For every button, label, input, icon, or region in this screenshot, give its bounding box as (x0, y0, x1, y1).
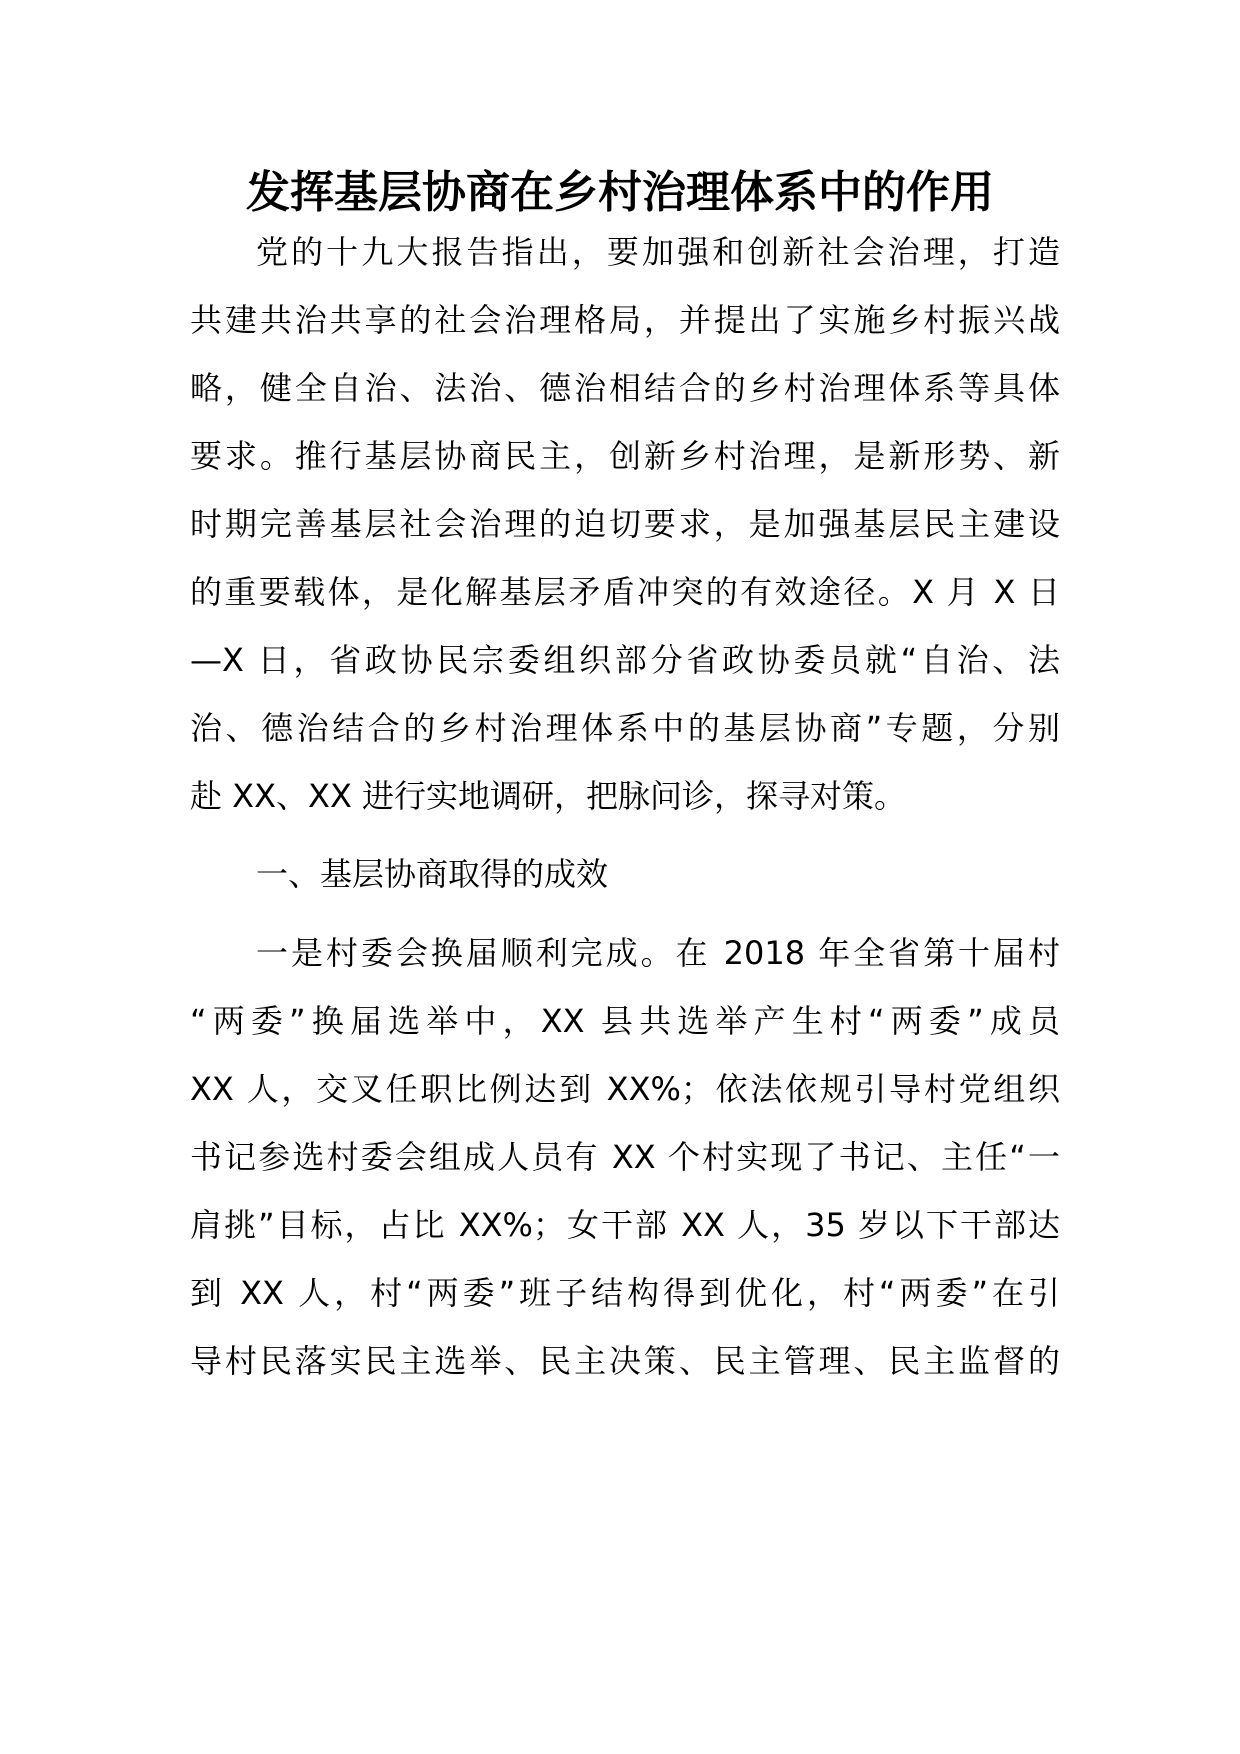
paragraph-line: 略，健全自治、法治、德治相结合的乡村治理体系等具体 (190, 369, 1060, 407)
paragraph-line: 赴 XX、XX 进行实地调研，把脉问诊，探寻对策。 (190, 777, 907, 815)
paragraph-line: 党的十九大报告指出，要加强和创新社会治理，打造 (256, 233, 1060, 271)
paragraph-line: 时期完善基层社会治理的迫切要求，是加强基层民主建设 (190, 505, 1060, 543)
paragraph-line: —X 日，省政协民宗委组织部分省政协委员就“自治、法 (190, 641, 1060, 679)
paragraph-line: 要求。推行基层协商民主，创新乡村治理，是新形势、新 (190, 437, 1060, 475)
paragraph-line: 共建共治共享的社会治理格局，并提出了实施乡村振兴战 (190, 301, 1060, 339)
section-heading: 一、基层协商取得的成效 (256, 855, 609, 893)
paragraph-line: XX 人，交叉任职比例达到 XX%；依法依规引导村党组织 (190, 1070, 1060, 1108)
paragraph-line: “两委”换届选举中，XX 县共选举产生村“两委”成员 (190, 1002, 1060, 1040)
paragraph-line: 书记参选村委会组成人员有 XX 个村实现了书记、主任“一 (190, 1138, 1060, 1176)
paragraph-line: 治、德治结合的乡村治理体系中的基层协商”专题，分别 (190, 709, 1060, 747)
paragraph-line: 一是村委会换届顺利完成。在 2018 年全省第十届村 (256, 934, 1060, 972)
paragraph-line: 肩挑”目标，占比 XX%；女干部 XX 人，35 岁以下干部达 (190, 1206, 1060, 1244)
paragraph-line: 导村民落实民主选举、民主决策、民主管理、民主监督的 (190, 1342, 1060, 1380)
paragraph-line: 的重要载体，是化解基层矛盾冲突的有效途径。X 月 X 日 (190, 573, 1060, 611)
document-title: 发挥基层协商在乡村治理体系中的作用 (246, 167, 994, 218)
paragraph-line: 到 XX 人，村“两委”班子结构得到优化，村“两委”在引 (190, 1274, 1060, 1312)
